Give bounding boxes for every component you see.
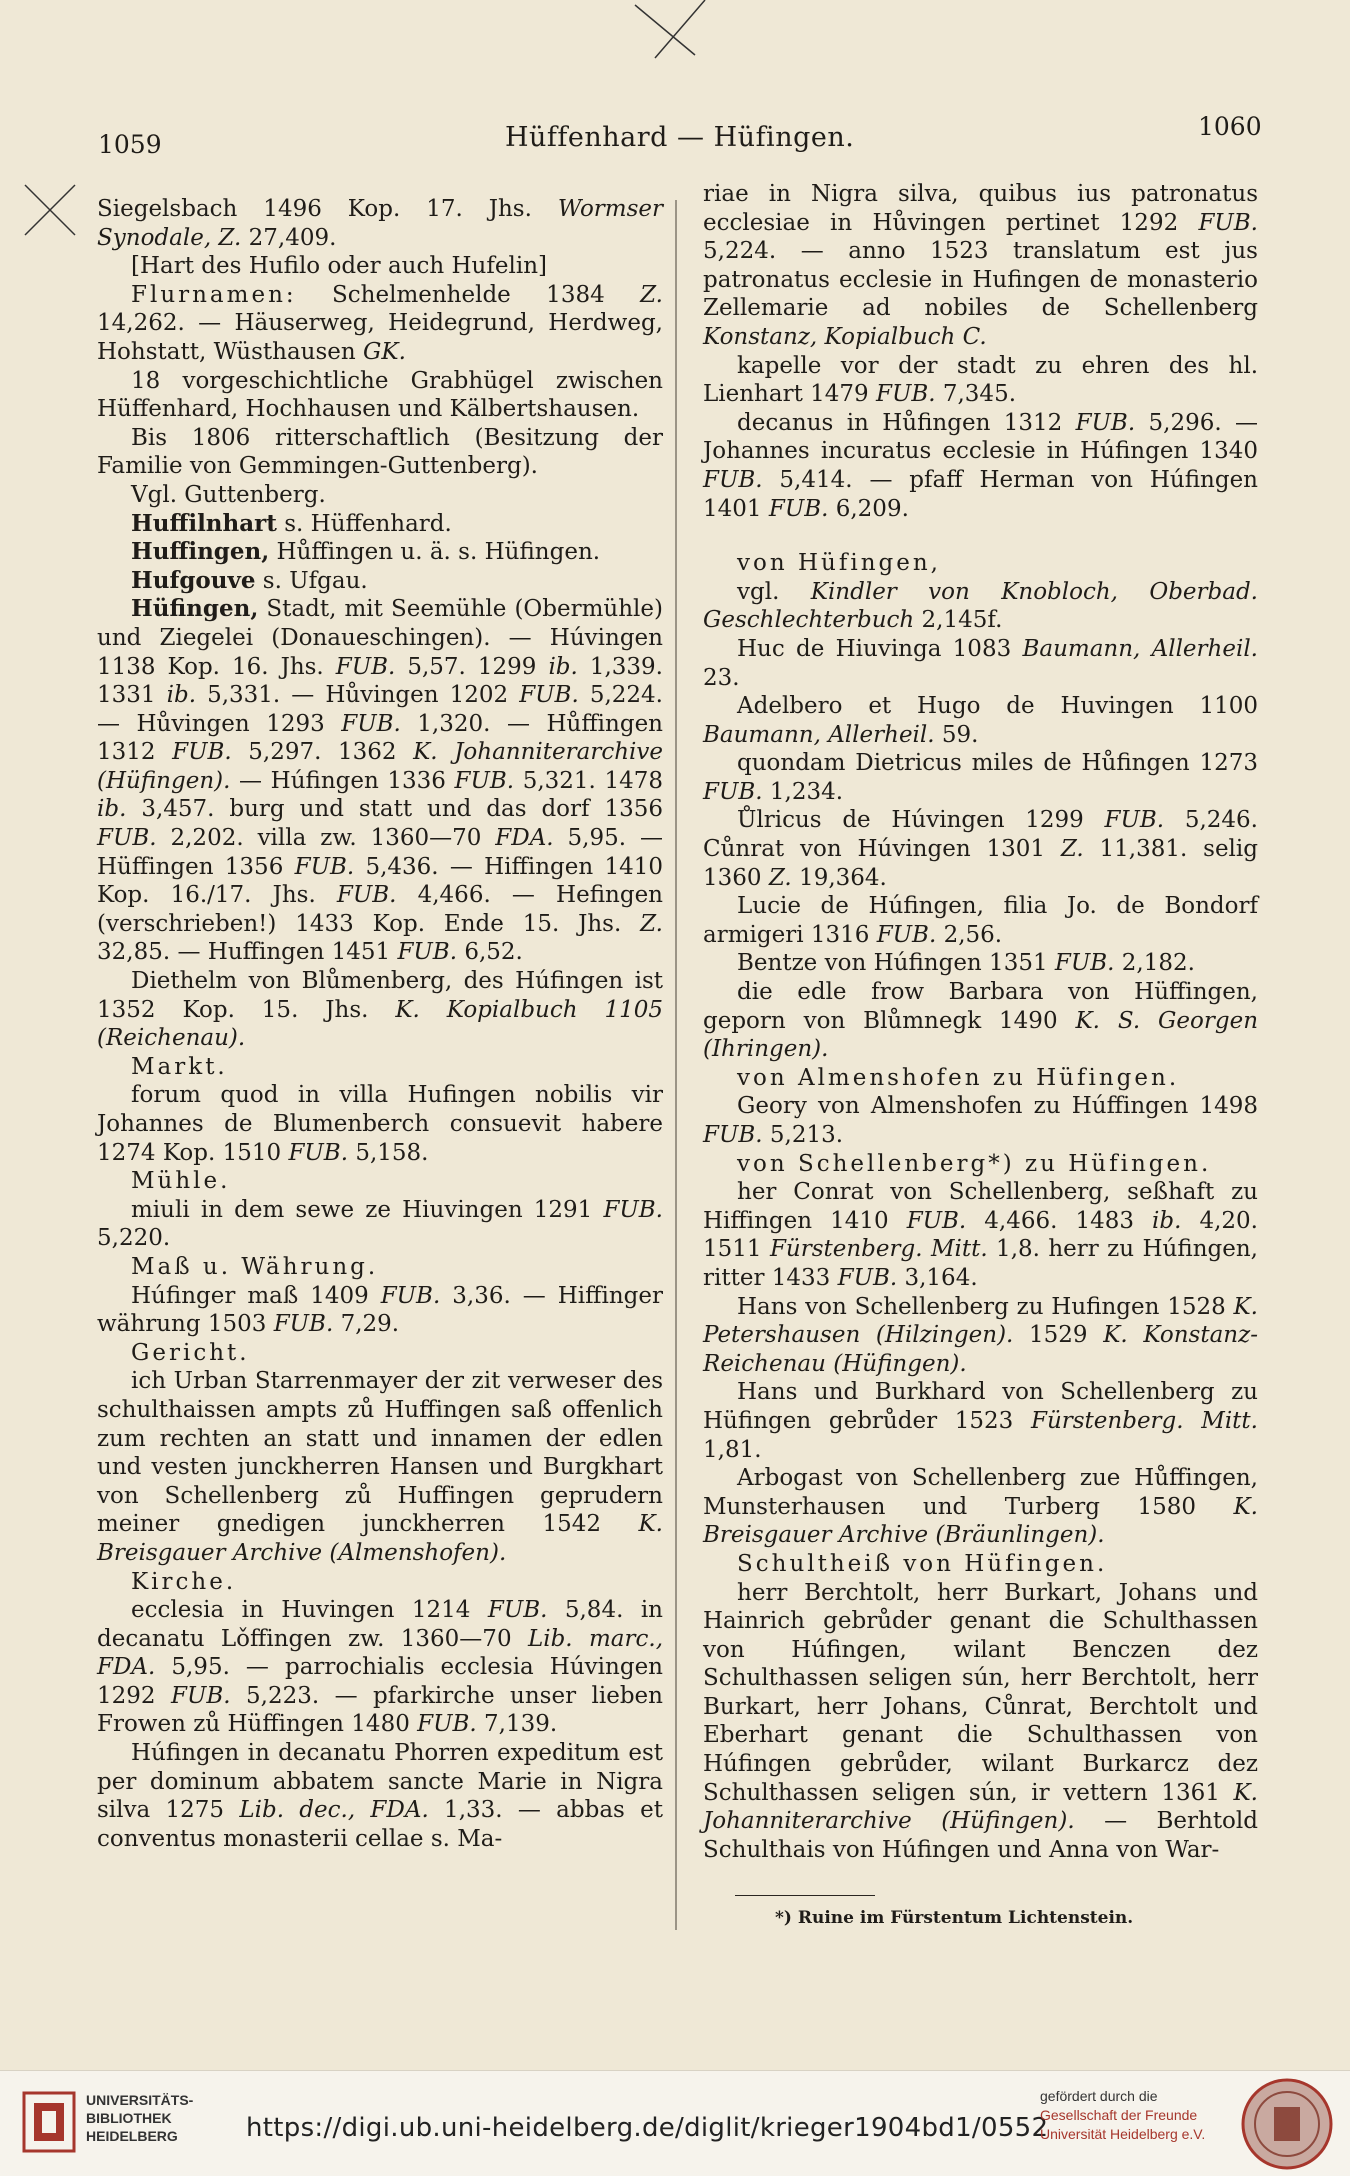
footnote-rule xyxy=(735,1895,875,1896)
right-page-number: 1060 xyxy=(1198,112,1262,141)
library-line-2: BIBLIOTHEK xyxy=(86,2110,172,2126)
sponsor-line-3: Universität Heidelberg e.V. xyxy=(1040,2126,1206,2142)
entry-paragraph: Arbogast von Schellenberg zue Hůffingen, Munsterhausen und Turberg 1580 K. Breisgauer Archive (Bräunlingen). xyxy=(703,1465,1258,1549)
entry-paragraph: riae in Nigra silva, quibus ius patronatus ecclesiae in Hůvingen pertinet 1292 FUB. 5,224. — anno 1523 translatum est jus patronatus ecclesie in Hufingen de monasterio Zellemarie ad nobiles de Schellenberg Konstanz, Kopialbuch C. xyxy=(703,181,1258,350)
university-logo-icon xyxy=(20,2089,78,2155)
entry-paragraph: Mühle. xyxy=(131,1168,231,1195)
entry-paragraph: Huffingen, Hůffingen u. ä. s. Hüfingen. xyxy=(131,538,601,566)
footnote: *) Ruine im Fürstentum Lichtenstein. xyxy=(775,1908,1134,1928)
entry-paragraph: quondam Dietricus miles de Hůfingen 1273 FUB. 1,234. xyxy=(703,750,1258,805)
entry-paragraph: Maß u. Währung. xyxy=(131,1253,379,1280)
paragraph-gap xyxy=(703,523,1258,549)
entry-paragraph: [Hart des Hufilo oder auch Hufelin] xyxy=(131,253,547,280)
entry-paragraph: decanus in Hůfingen 1312 FUB. 5,296. — Johannes incuratus ecclesie in Húfingen 1340 FUB. 5,414. — pfaff Herman von Húfingen 1401 FUB. 6,209. xyxy=(703,409,1258,522)
running-title: Hüffenhard — Hüfingen. xyxy=(505,122,855,153)
entry-paragraph: 18 vorgeschichtliche Grabhügel zwischen Hüffenhard, Hochhausen und Kälbertshausen. xyxy=(97,367,663,423)
entry-paragraph: Huc de Hiuvinga 1083 Baumann, Allerheil. 23. xyxy=(703,635,1258,691)
entry-paragraph: Markt. xyxy=(131,1053,228,1080)
entry-paragraph: von Hüfingen, xyxy=(737,550,941,577)
entry-paragraph: die edle frow Barbara von Hüffingen, geporn von Blůmnegk 1490 K. S. Georgen (Ihringen). xyxy=(703,979,1259,1063)
entry-paragraph: Geory von Almenshofen zu Húffingen 1498 FUB. 5,213. xyxy=(703,1093,1258,1148)
entry-paragraph: Adelbero et Hugo de Huvingen 1100 Baumann, Allerheil. 59. xyxy=(703,693,1258,748)
right-column xyxy=(703,180,1258,1864)
society-seal-icon xyxy=(1240,2077,1334,2171)
column-divider xyxy=(675,200,677,1930)
entry-paragraph: her Conrat von Schellenberg, seßhaft zu Hiffingen 1410 FUB. 4,466. 1483 ib. 4,20. 1511 Fürstenberg. Mitt. 1,8. herr zu Húfingen, ritter 1433 FUB. 3,164. xyxy=(703,1179,1258,1291)
entry-paragraph: Hans und Burkhard von Schellenberg zu Hüfingen gebrůder 1523 Fürstenberg. Mitt. 1,81. xyxy=(703,1379,1258,1463)
sponsor-line-1: gefördert durch die xyxy=(1040,2088,1158,2104)
viewer-footer xyxy=(0,2070,1350,2176)
library-line-3: HEIDELBERG xyxy=(86,2128,178,2144)
sponsor-text xyxy=(1040,2087,1205,2144)
left-page-number: 1059 xyxy=(98,130,162,159)
entry-paragraph: ich Urban Starrenmayer der zit verweser des schulthaissen ampts zů Huffingen saß offenlich zum rechten an statt und innamen der edlen und vesten junckherren Hansen und Burgkhart von Schellenberg zů Huffingen geprudern meiner gnedigen junckherren 1542 K. Breisgauer Archive (Almenshofen). xyxy=(97,1368,663,1566)
entry-paragraph: Húfingen in decanatu Phorren expeditum est per dominum abbatem sancte Marie in Nigra silva 1275 Lib. dec., FDA. 1,33. — abbas et conventus monasterii cellae s. Ma- xyxy=(97,1740,663,1852)
entry-paragraph: Hüfingen, Stadt, mit Seemühle (Obermühle) und Ziegelei (Donaueschingen). — Húvingen 1138 Kop. 16. Jhs. FUB. 5,57. 1299 ib. 1,339. 1331 ib. 5,331. — Hůvingen 1202 FUB. 5,224. — Hůvingen 1293 FUB. 1,320. — Hůffingen 1312 FUB. 5,297. 1362 K. Johanniterarchive (Hüfingen). — Húfingen 1336 FUB. 5,321. 1478 ib. 3,457. burg und statt und das dorf 1356 FUB. 2,202. villa zw. 1360—70 FDA. 5,95. — Hüffingen 1356 FUB. 5,436. — Hiffingen 1410 Kop. 16./17. Jhs. FUB. 4,466. — Hefingen (verschrieben!) 1433 Kop. Ende 15. Jhs. Z. 32,85. — Huffingen 1451 FUB. 6,52. xyxy=(97,595,663,966)
entry-paragraph: Diethelm von Blůmenberg, des Húfingen ist 1352 Kop. 15. Jhs. K. Kopialbuch 1105 (Reichenau). xyxy=(97,968,663,1052)
entry-paragraph: Hans von Schellenberg zu Hufingen 1528 K. Petershausen (Hilzingen). 1529 K. Konstanz-Reichenau (Hüfingen). xyxy=(703,1293,1259,1377)
pencil-x-mark-top xyxy=(625,0,715,60)
entry-paragraph: Flurnamen: Schelmenhelde 1384 Z. 14,262. — Häuserweg, Heidegrund, Herdweg, Hohstatt, Wüsthausen GK. xyxy=(97,281,663,365)
permalink-url[interactable]: https://digi.ub.uni-heidelberg.de/diglit/krieger1904bd1/0552 xyxy=(246,2113,1049,2143)
entry-paragraph: von Almenshofen zu Hüfingen. xyxy=(737,1064,1180,1091)
entry-paragraph: herr Berchtolt, herr Burkart, Johans und Hainrich gebrůder genant die Schulthassen von Húfingen, wilant Benczen dez Schulthassen seligen sún, herr Berchtolt, herr Burkart, herr Johans, Cůnrat, Berchtolt und Eberhart genant die Schulthassen von Húfingen gebrůder, wilant Burkarcz dez Schulthassen seligen sún, ir vettern 1361 K. Johanniterarchive (Hüfingen). — Berhtold Schulthais von Húfingen und Anna von War- xyxy=(703,1579,1258,1863)
entry-paragraph: forum quod in villa Hufingen nobilis vir Johannes de Blumenberch consuevit habere 1274 Kop. 1510 FUB. 5,158. xyxy=(97,1082,663,1166)
entry-paragraph: Ůlricus de Húvingen 1299 FUB. 5,246. Cůnrat von Húvingen 1301 Z. 11,381. selig 1360 Z. 19,364. xyxy=(703,807,1258,891)
entry-paragraph: Hufgouve s. Ufgau. xyxy=(131,566,368,594)
entry-paragraph: miuli in dem sewe ze Hiuvingen 1291 FUB. 5,220. xyxy=(97,1196,663,1252)
entry-paragraph: Huffilnhart s. Hüffenhard. xyxy=(131,509,452,537)
library-name xyxy=(86,2091,193,2145)
pencil-x-mark-left xyxy=(20,180,80,240)
library-line-1: UNIVERSITÄTS- xyxy=(86,2092,194,2108)
left-column xyxy=(97,195,663,1853)
entry-paragraph: Húfinger maß 1409 FUB. 3,36. — Hiffinger währung 1503 FUB. 7,29. xyxy=(97,1282,663,1338)
entry-paragraph: Vgl. Guttenberg. xyxy=(131,481,326,508)
entry-paragraph: Bis 1806 ritterschaftlich (Besitzung der Familie von Gemmingen-Guttenberg). xyxy=(97,424,663,480)
entry-paragraph: Gericht. xyxy=(131,1339,250,1366)
sponsor-line-2: Gesellschaft der Freunde xyxy=(1040,2107,1198,2123)
entry-paragraph: Lucie de Húfingen, filia Jo. de Bondorf armigeri 1316 FUB. 2,56. xyxy=(703,893,1258,948)
entry-paragraph: Siegelsbach 1496 Kop. 17. Jhs. Wormser Synodale, Z. 27,409. xyxy=(97,196,663,251)
entry-paragraph: Schultheiß von Hüfingen. xyxy=(737,1550,1108,1577)
entry-paragraph: ecclesia in Huvingen 1214 FUB. 5,84. in decanatu Lǒffingen zw. 1360—70 Lib. marc., FDA. 5,95. — parrochialis ecclesia Húvingen 1292 FUB. 5,223. — pfarkirche unser lieben Frowen zů Hüffingen 1480 FUB. 7,139. xyxy=(97,1597,664,1738)
entry-paragraph: Bentze von Húfingen 1351 FUB. 2,182. xyxy=(737,950,1195,977)
entry-paragraph: kapelle vor der stadt zu ehren des hl. Lienhart 1479 FUB. 7,345. xyxy=(703,352,1258,408)
entry-paragraph: von Schellenberg*) zu Hüfingen. xyxy=(737,1150,1212,1177)
entry-paragraph: vgl. Kindler von Knobloch, Oberbad. Geschlechterbuch 2,145f. xyxy=(703,578,1258,634)
entry-paragraph: Kirche. xyxy=(131,1568,237,1595)
